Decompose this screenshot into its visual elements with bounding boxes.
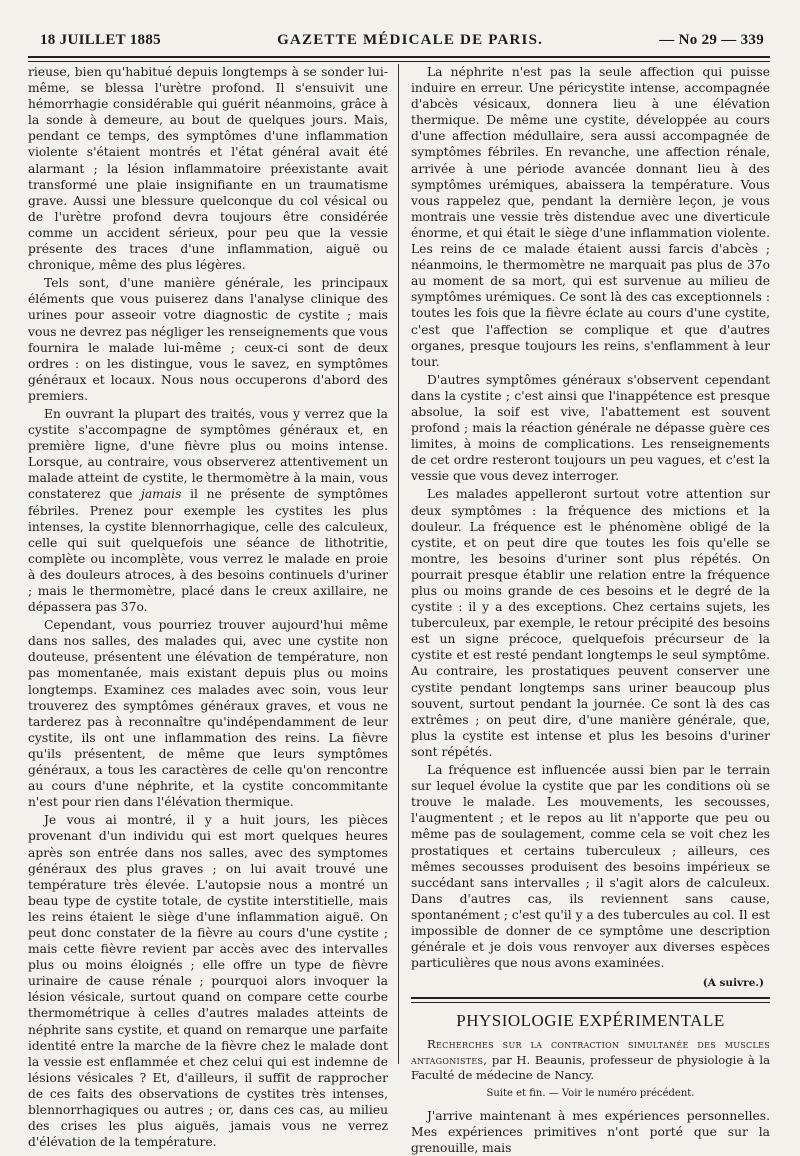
paragraph: La fréquence est influencée aussi bien par le terrain sur lequel évolue la cystite que par les conditions où se trouve le malade. Les mouvements, les secousses, l'augmentent ; et le repos au lit n'apporte que peu ou même pas de soulagement, comme cela se voit chez les prostatiques et certains tuberculeux ; ailleurs, ces mêmes secousses produisent des besoins impérieux se succédant sans intervalles ; il s'agit alors de calculeux. Dans d'autres cas, ils reviennent sans cause, spontanément ; c'est qu'il y a des tubercules au col. Il est impossible de donner de ce symptôme une description générale et je dois vous renvoyer aux diverses espèces particulières que nous avons examinées. bbox=[411, 763, 770, 971]
paragraph: Tels sont, d'une manière générale, les principaux éléments que vous puiserez dans l'analyse clinique des urines pour asseoir votre diagnostic de cystite ; mais vous ne devrez pas négliger les renseignements que vous fournira le malade lui-même ; ceux-ci sont de deux ordres : on les distingue, vous le savez, en symptômes généraux et locaux. Nous nous occuperons d'abord des premiers. bbox=[28, 276, 388, 403]
paragraph: Je vous ai montré, il y a huit jours, les pièces provenant d'un individu qui est mort quelques heures après son entrée dans nos salles, avec des symptomes généraux des plus graves ; on lui avait trouvé une température très élevée. L'autopsie nous a montré un beau type de cystite totale, de cystite interstitielle, mais les reins étaient le siège d'une inflammation aiguë. On peut donc constater de la fièvre au cours d'une cystite ; mais cette fièvre revient par accès avec des intervalles plus ou moins éloignés ; elle offre un type de fièvre urinaire de cause rénale ; pourquoi alors invoquer la lésion vésicale, surtout quand on compare cette courbe thermométrique à celles d'autres malades atteints de néphrite sans cystite, et quand on remarque une parfaite identité entre la marche de la fièvre chez le malade dont la vessie est enflammée et chez celui qui est indemne de lésions vésicales ? Et, d'ailleurs, il suffit de rapprocher de ces faits des observations de cystites très intenses, blennorrhagiques ou autres ; or, dans ces cas, au milieu des crises les plus aiguës, jamais vous ne verrez d'élévation de la température. bbox=[28, 813, 388, 1150]
paragraph: D'autres symptômes généraux s'observent cependant dans la cystite ; c'est ainsi que l'inappétence est presque absolue, la soif est vive, l'abattement est souvent profond ; mais la réaction générale ne dépasse guère ces limites, à moins de complications. Les renseignements de cet ordre resteront toujours un peu vagues, et c'est la vessie que vous devez interroger. bbox=[411, 372, 770, 484]
paragraph-text: il ne présente de symptômes fébriles. Prenez pour exemple les cystites les plus intenses, la cystite blennorrhagique, celle des calculeux, celle qui suit quelquefois une séance de lithotritie, complète ou incomplète, vous verrez le malade en proie à des douleurs atroces, à des besoins continuels d'uriner ; mais le thermomètre, placé dans le creux axillaire, ne dépassera pas 37o. bbox=[28, 487, 389, 615]
section-rule bbox=[411, 997, 770, 1003]
article-heading bbox=[411, 1037, 770, 1083]
emphasis: jamais bbox=[141, 487, 182, 502]
paragraph: rieuse, bien qu'habitué depuis longtemps à se sonder lui-même, se blessa l'urètre profond. Il s'ensuivit une hémorrhagie considérable qui guérit néanmoins, grâce à la sonde à demeure, au bout de quelques jours. Mais, pendant ce temps, des symptômes d'une inflammation violente s'étaient montrés et l'état général avait été alarmant ; la lésion inflammatoire préexistante avait transformé une plaie insignifiante en un traumatisme grave. Aussi une blessure quelconque du col vésical ou de l'urètre profond devra toujours être considérée comme un accident sérieux, pour peu que la vessie présente des traces d'une inflammation, aiguë ou chronique, même des plus légères. bbox=[28, 65, 388, 273]
paragraph-text: En ouvrant la plupart des traités, vous y verrez que la cystite s'accompagne de symptômes généraux et, en première ligne, d'une fièvre plus ou moins intense. Lorsque, au contraire, vous observerez attentivement un malade atteint de cystite, le thermomètre à la main, vous constaterez que bbox=[28, 406, 388, 502]
journal-title: GAZETTE MÉDICALE DE PARIS. bbox=[277, 32, 544, 48]
issue-number-page: — No 29 — 339 bbox=[659, 32, 764, 48]
issue-date: 18 JUILLET 1885 bbox=[40, 32, 161, 48]
paragraph: Cependant, vous pourriez trouver aujourd'hui même dans nos salles, des malades qui, avec une cystite non douteuse, présentent une élévation de température, non pas momentanée, mais existant depuis plus ou moins longtemps. Examinez ces malades avec soin, vous leur trouverez des symptômes généraux graves, et vous ne tarderez pas à reconnaître qu'indépendamment de leur cystite, ils ont une inflammation des reins. La fièvre qu'ils présentent, de même que leurs symptômes généraux, a tous les caractères de celle qu'on rencontre au cours d'une néphrite, et la cystite concommitante n'est pour rien dans l'élévation thermique. bbox=[28, 618, 388, 810]
paragraph: Les malades appelleront surtout votre attention sur deux symptômes : la fréquence des mictions et la douleur. La fréquence est le phénomène obligé de la cystite, et on peut dire que toutes les fois qu'elle se montre, les besoins d'uriner sont plus répétés. On pourrait presque établir une relation entre la fréquence plus ou moins grande de ces besoins et le degré de la cystite : il y a des exceptions. Chez certains sujets, les tuberculeux, par exemple, le retour précipité des besoins est un signe précoce, quelquefois précurseur de la cystite et est resté pendant longtemps le seul symptôme. Au contraire, les prostatiques peuvent conserver une cystite pendant longtemps sans uriner beaucoup plus souvent, surtout pendant la journée. Ce sont là des cas extrêmes ; on peut dire, d'une manière générale, que, plus la cystite est intense et plus les besoins d'uriner sont répétés. bbox=[411, 487, 770, 759]
running-head bbox=[28, 32, 770, 52]
section-title: PHYSIOLOGIE EXPÉRIMENTALE bbox=[456, 1011, 725, 1031]
to-be-continued: (A suivre.) bbox=[702, 977, 764, 990]
two-column-body bbox=[28, 64, 770, 1155]
right-column bbox=[398, 64, 770, 1155]
continuation-note: Suite et fin. — Voir le numéro précédent. bbox=[486, 1087, 695, 1099]
article-author: par H. Beaunis, professeur de physiologie à la Faculté de médecine de Nancy. bbox=[411, 1052, 770, 1083]
left-column bbox=[28, 64, 398, 1150]
paragraph bbox=[28, 406, 388, 615]
paragraph: J'arrive maintenant à mes expériences personnelles. Mes expériences primitives n'ont porté que sur la grenouille, mais bbox=[411, 1108, 770, 1155]
article-title: Recherches sur la contraction simultanée des muscles antagonistes, bbox=[411, 1037, 770, 1067]
header-rule bbox=[28, 56, 770, 62]
paragraph: La néphrite n'est pas la seule affection qui puisse induire en erreur. Une péricystite intense, accompagnée d'abcès vésicaux, donnera lieu à une élévation thermique. De même une cystite, développée au cours d'une affection médullaire, sera aussi accompagnée de symptômes fébriles. En revanche, une affection rénale, arrivée à une période avancée donnant lieu à des symptômes urémiques, abaissera la température. Vous vous rappelez que, pendant la dernière leçon, je vous montrais une vessie très distendue avec une diverticule énorme, et qui était le siège d'une inflammation violente. Les reins de ce malade étaient aussi farcis d'abcès ; néanmoins, le thermomètre ne marquait pas plus de 37o au moment de sa mort, qui est survenue au milieu de symptômes urémiques. Ce sont là des cas exceptionnels : toutes les fois que la fièvre éclate au cours d'une cystite, c'est que l'affection se complique et que d'autres organes, presque toujours les reins, s'enflamment à leur tour. bbox=[411, 65, 770, 369]
